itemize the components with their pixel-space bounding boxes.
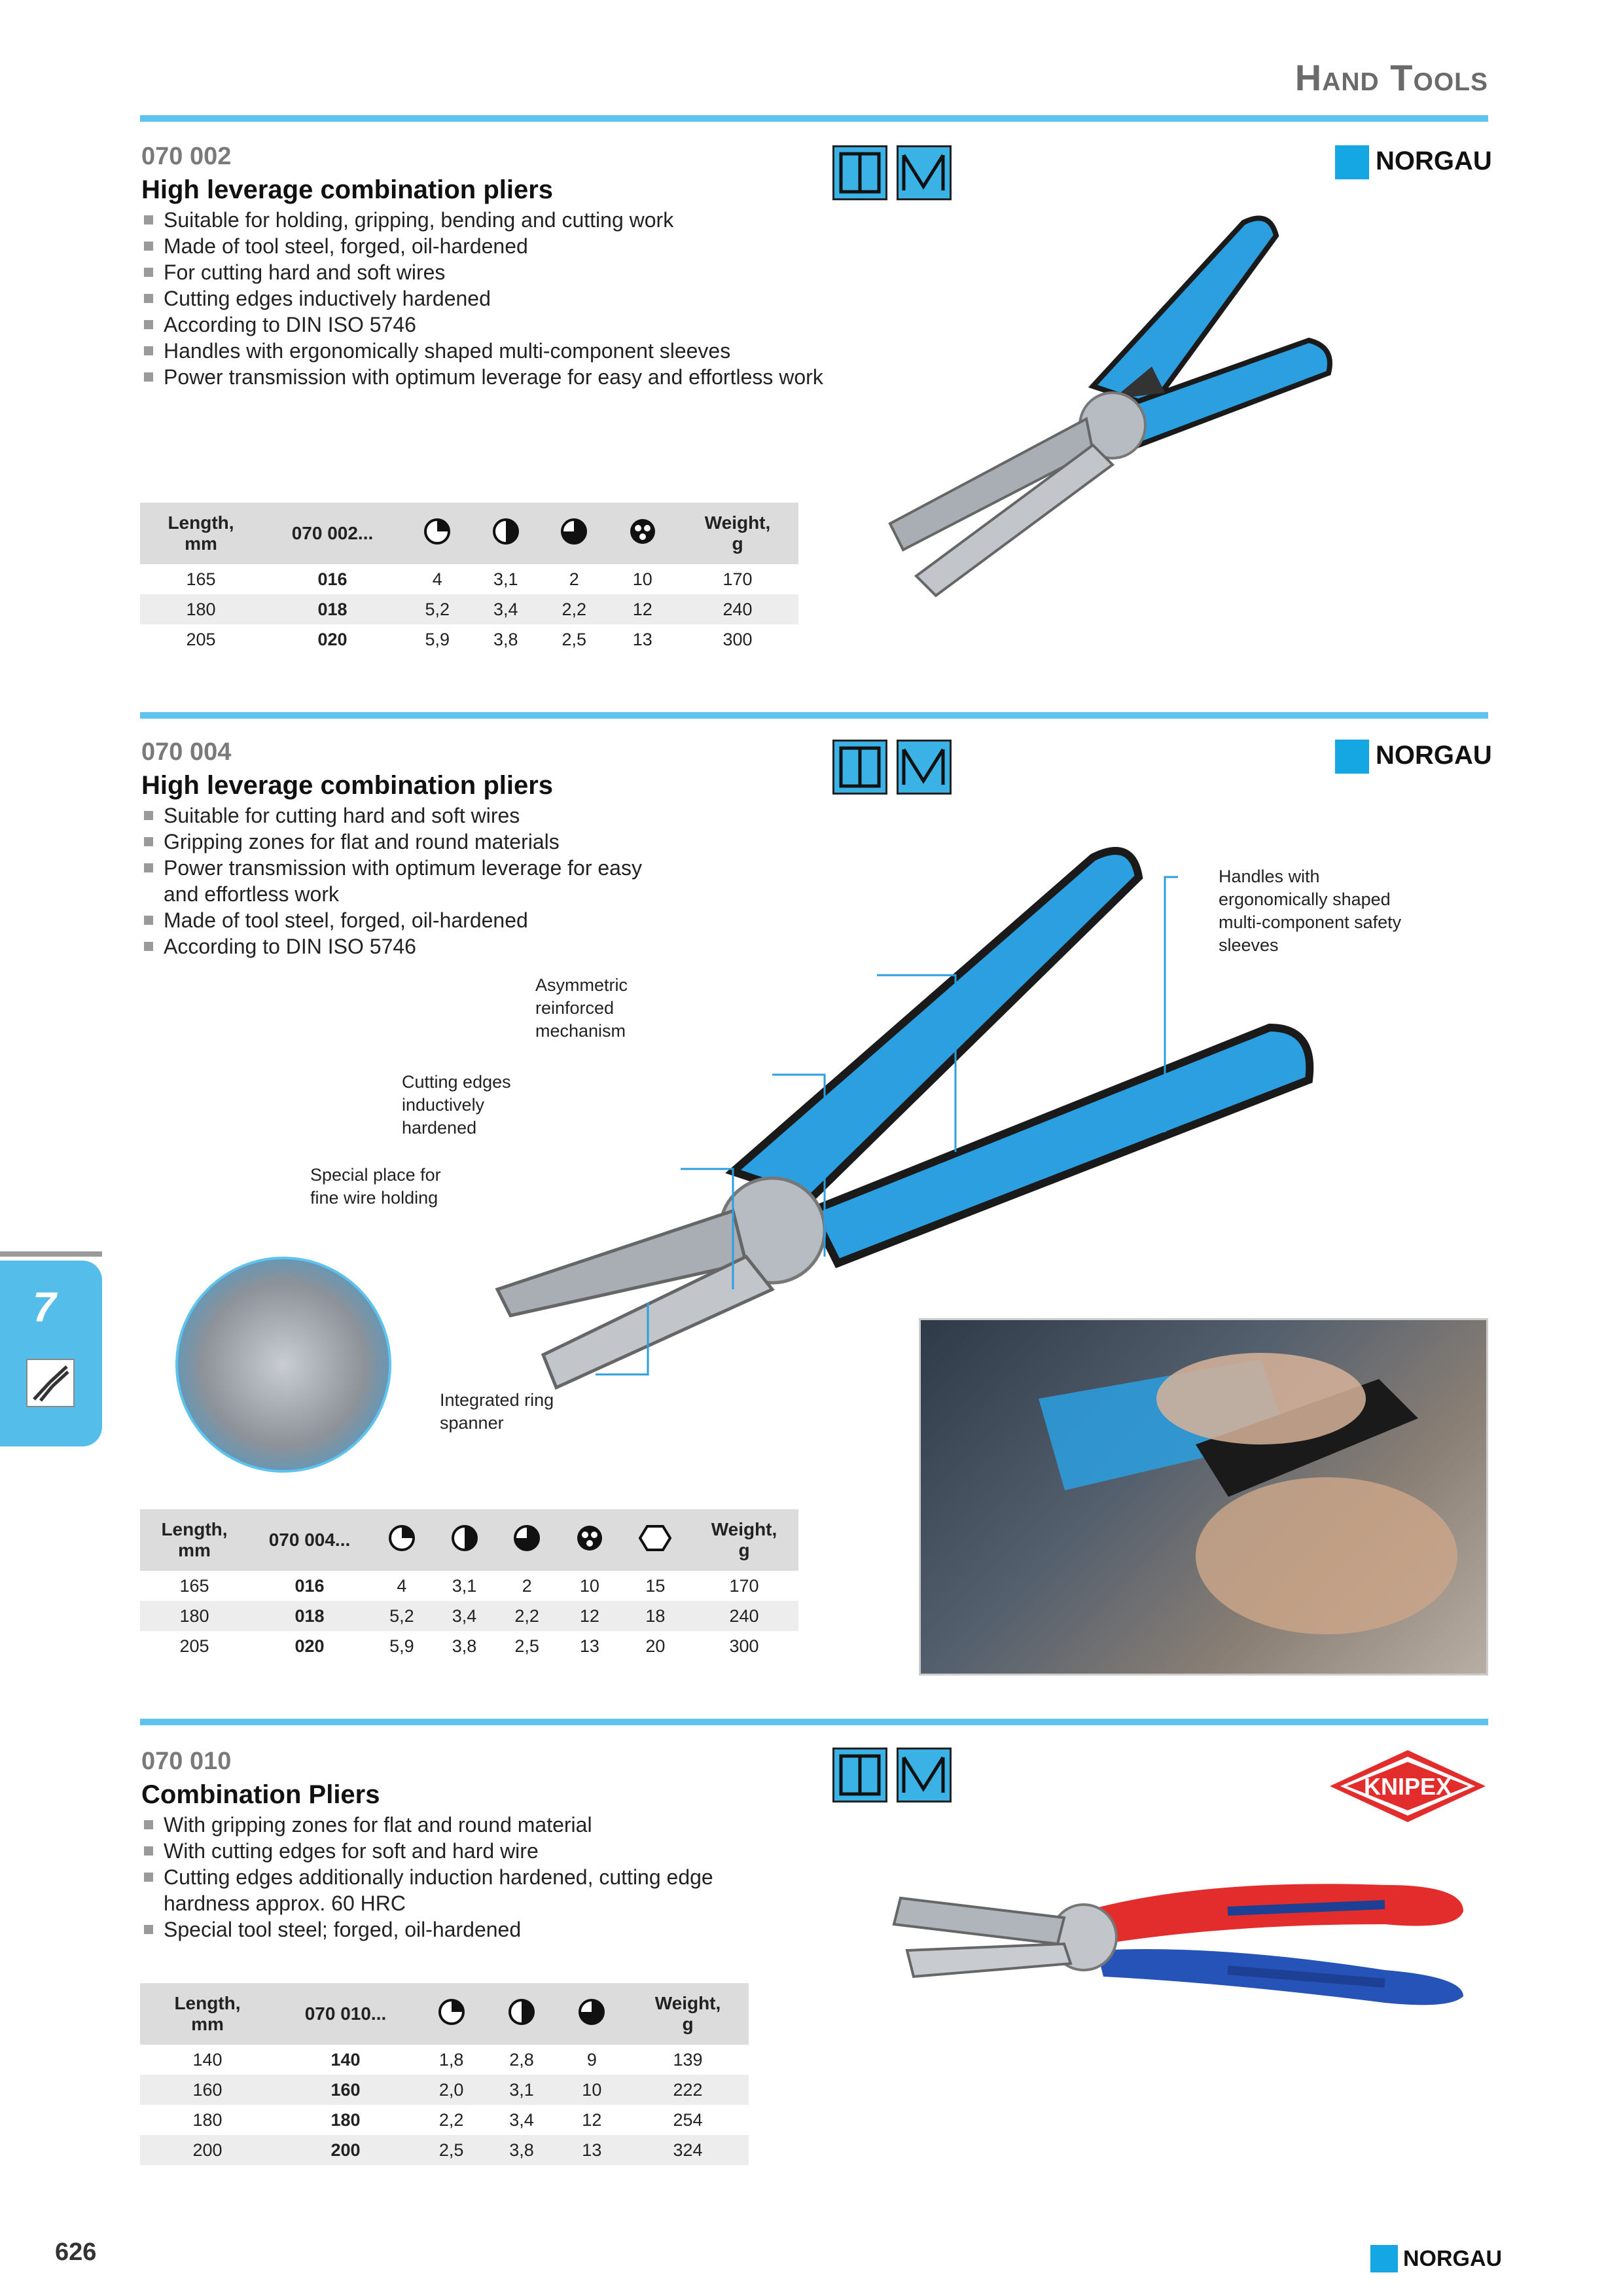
cell: 140 bbox=[330, 2049, 361, 2070]
cell: 160 bbox=[140, 2075, 275, 2105]
quarter-circle-icon bbox=[423, 517, 452, 546]
cell: 10 bbox=[632, 569, 652, 589]
cell: 5,2 bbox=[370, 1601, 433, 1631]
spec-table bbox=[140, 503, 798, 655]
brand-square-icon bbox=[1370, 2245, 1398, 2272]
feature-item: With cutting edges for soft and hard wire bbox=[141, 1838, 757, 1864]
cell: 3,1 bbox=[452, 1575, 477, 1596]
cell: 3,4 bbox=[433, 1601, 496, 1631]
half-circle-icon bbox=[507, 1998, 536, 2026]
pliers-image bbox=[484, 831, 1335, 1394]
cutting-symbol-icon bbox=[897, 145, 952, 200]
col-length: Length, mm bbox=[140, 1983, 275, 2045]
callout-special: Special place for fine wire holding bbox=[310, 1165, 441, 1208]
feature-item: Suitable for cutting hard and soft wires bbox=[141, 802, 665, 829]
callout-handles: Handles with ergonomically shaped multi-component safety sleeves bbox=[1219, 867, 1402, 955]
cell: 5,2 bbox=[403, 594, 472, 624]
cell: 139 bbox=[673, 2049, 703, 2070]
feature-item: Made of tool steel, forged, oil-hardened bbox=[141, 907, 665, 933]
col-size-c bbox=[540, 503, 609, 564]
cell: 324 bbox=[627, 2135, 749, 2165]
cell: 20 bbox=[645, 1636, 666, 1656]
cell: 160 bbox=[275, 2075, 416, 2105]
cell: 2,2 bbox=[540, 594, 609, 624]
cell: 170 bbox=[729, 1575, 759, 1596]
table-row bbox=[140, 624, 798, 655]
cell: 254 bbox=[673, 2109, 703, 2130]
footer-brand: NORGAU bbox=[1403, 2246, 1503, 2271]
cell: 180 bbox=[192, 2109, 223, 2130]
cell: 180 bbox=[140, 1601, 249, 1631]
product-title: Combination Pliers bbox=[141, 1780, 380, 1809]
col-size-b bbox=[472, 503, 541, 564]
cell: 170 bbox=[722, 569, 753, 589]
knipex-logo-text: KNIPEX bbox=[1363, 1773, 1452, 1800]
cell: 5,9 bbox=[425, 629, 450, 649]
cell: 3,4 bbox=[472, 594, 541, 624]
cell: 018 bbox=[262, 594, 403, 624]
feature-item: With gripping zones for flat and round material bbox=[141, 1812, 757, 1838]
product-code: 070 002 bbox=[141, 143, 232, 170]
cell: 13 bbox=[632, 629, 652, 649]
three-quarter-circle-icon bbox=[577, 1998, 606, 2026]
cabinet-symbol-icon bbox=[832, 740, 887, 795]
cell: 4 bbox=[432, 569, 442, 589]
table-row bbox=[140, 1631, 798, 1661]
spec-table bbox=[140, 1983, 749, 2165]
cell: 300 bbox=[722, 629, 753, 649]
cell: 300 bbox=[729, 1636, 759, 1656]
brand-square-icon bbox=[1335, 740, 1369, 774]
table-row bbox=[140, 2105, 749, 2135]
col-size-e bbox=[621, 1509, 690, 1571]
col-weight: Weight, g bbox=[677, 503, 798, 564]
callout-edges: Cutting edges inductively hardened bbox=[402, 1072, 511, 1138]
cell: 13 bbox=[557, 2135, 627, 2165]
side-tab-rule bbox=[0, 1251, 102, 1257]
cell: 10 bbox=[557, 2075, 627, 2105]
col-size-c bbox=[495, 1509, 558, 1571]
callout-spanner: Integrated ring spanner bbox=[440, 1390, 554, 1433]
quarter-circle-icon bbox=[437, 1998, 466, 2026]
chapter-number: 7 bbox=[33, 1283, 56, 1331]
cell: 016 bbox=[294, 1575, 325, 1596]
table-row bbox=[140, 1601, 798, 1631]
col-weight: Weight, g bbox=[690, 1509, 798, 1571]
half-circle-icon bbox=[491, 517, 520, 546]
wire-strand-icon bbox=[628, 517, 657, 546]
table-row bbox=[140, 594, 798, 624]
pliers-category-icon bbox=[26, 1359, 75, 1407]
cell: 020 bbox=[317, 629, 348, 649]
cell: 2,2 bbox=[495, 1601, 558, 1631]
product-title: High leverage combination pliers bbox=[141, 175, 554, 204]
cell: 13 bbox=[579, 1636, 599, 1656]
cell: 2,8 bbox=[509, 2049, 534, 2070]
cell: 10 bbox=[579, 1575, 599, 1596]
cell: 2,5 bbox=[416, 2135, 486, 2165]
cell: 016 bbox=[317, 569, 348, 589]
cabinet-symbol-icon bbox=[832, 1748, 887, 1803]
cell: 222 bbox=[627, 2075, 749, 2105]
cell: 5,9 bbox=[389, 1636, 414, 1656]
half-circle-icon bbox=[450, 1524, 479, 1552]
cell: 180 bbox=[330, 2109, 361, 2130]
section-divider bbox=[140, 1719, 1488, 1725]
cell: 3,1 bbox=[493, 569, 518, 589]
cell: 3,8 bbox=[493, 629, 518, 649]
cell: 1,8 bbox=[438, 2049, 464, 2070]
cell: 205 bbox=[186, 629, 216, 649]
cell: 018 bbox=[249, 1601, 370, 1631]
table-row bbox=[140, 2135, 749, 2165]
col-weight: Weight, g bbox=[627, 1983, 749, 2045]
col-size-b bbox=[433, 1509, 496, 1571]
feature-item: Made of tool steel, forged, oil-hardened bbox=[141, 233, 823, 259]
cell: 2 bbox=[522, 1575, 532, 1596]
cell: 18 bbox=[621, 1601, 690, 1631]
cell: 140 bbox=[192, 2049, 223, 2070]
col-code: 070 010... bbox=[275, 1983, 416, 2045]
table-row bbox=[140, 2075, 749, 2105]
cell: 2 bbox=[569, 569, 579, 589]
col-code: 070 004... bbox=[249, 1509, 370, 1571]
feature-item: According to DIN ISO 5746 bbox=[141, 312, 823, 338]
callout-mechanism: Asymmetric reinforced mechanism bbox=[535, 975, 628, 1041]
col-size-d bbox=[609, 503, 677, 564]
col-size-a bbox=[416, 1983, 486, 2045]
cell: 165 bbox=[179, 1575, 209, 1596]
brand-square-icon bbox=[1335, 145, 1369, 179]
three-quarter-circle-icon bbox=[560, 517, 588, 546]
cell: 2,5 bbox=[514, 1636, 539, 1656]
feature-item: Power transmission with optimum leverage for easy and effortless work bbox=[141, 855, 665, 907]
col-code: 070 002... bbox=[262, 503, 403, 564]
table-row bbox=[140, 564, 798, 594]
pliers-image bbox=[887, 1839, 1489, 2009]
feature-item: According to DIN ISO 5746 bbox=[141, 933, 665, 960]
spec-table bbox=[140, 1509, 798, 1661]
feature-item: Suitable for holding, gripping, bending and cutting work bbox=[141, 207, 823, 233]
hexagon-icon bbox=[639, 1524, 671, 1552]
pliers-image bbox=[877, 209, 1348, 602]
cell: 200 bbox=[275, 2135, 416, 2165]
cell: 3,8 bbox=[486, 2135, 556, 2165]
cell: 2,2 bbox=[438, 2109, 464, 2130]
feature-item: Cutting edges additionally induction hardened, cutting edge hardness approx. 60 HRC bbox=[141, 1864, 757, 1916]
col-size-b bbox=[486, 1983, 556, 2045]
product-title: High leverage combination pliers bbox=[141, 771, 554, 800]
product-code: 070 004 bbox=[141, 738, 232, 766]
cutting-symbol-icon bbox=[897, 1748, 952, 1803]
table-row bbox=[140, 1571, 798, 1601]
cell: 12 bbox=[558, 1601, 621, 1631]
cell: 2,5 bbox=[562, 629, 587, 649]
col-length: Length, mm bbox=[140, 503, 262, 564]
quarter-circle-icon bbox=[387, 1524, 416, 1552]
page-header-title: Hand Tools bbox=[1294, 57, 1488, 98]
cell: 12 bbox=[582, 2109, 602, 2130]
cell: 12 bbox=[609, 594, 677, 624]
col-size-a bbox=[403, 503, 472, 564]
cell: 15 bbox=[645, 1575, 666, 1596]
cutting-symbol-icon bbox=[897, 740, 952, 795]
cell: 200 bbox=[140, 2135, 275, 2165]
section-divider bbox=[140, 115, 1488, 122]
cell: 3,1 bbox=[486, 2075, 556, 2105]
cell: 240 bbox=[677, 594, 798, 624]
wire-strand-icon bbox=[575, 1524, 604, 1552]
col-size-d bbox=[558, 1509, 621, 1571]
feature-item: Gripping zones for flat and round materials bbox=[141, 829, 665, 855]
cell: 3,8 bbox=[452, 1636, 477, 1656]
knipex-logo bbox=[1327, 1748, 1488, 1825]
cell: 205 bbox=[179, 1636, 209, 1656]
col-size-c bbox=[557, 1983, 627, 2045]
col-length: Length, mm bbox=[140, 1509, 249, 1571]
col-size-a bbox=[370, 1509, 433, 1571]
usage-photo bbox=[919, 1318, 1488, 1676]
detail-zoom-image bbox=[175, 1257, 391, 1473]
table-row bbox=[140, 2045, 749, 2075]
feature-list bbox=[141, 1812, 757, 1943]
section-divider bbox=[140, 712, 1488, 719]
feature-list bbox=[141, 207, 823, 390]
cell: 2,0 bbox=[416, 2075, 486, 2105]
cell: 4 bbox=[397, 1575, 407, 1596]
brand-name: NORGAU bbox=[1376, 147, 1492, 175]
feature-item: For cutting hard and soft wires bbox=[141, 259, 823, 285]
cell: 165 bbox=[186, 569, 216, 589]
feature-item: Handles with ergonomically shaped multi-component sleeves bbox=[141, 338, 823, 364]
feature-item: Special tool steel; forged, oil-hardened bbox=[141, 1916, 757, 1943]
three-quarter-circle-icon bbox=[512, 1524, 541, 1552]
feature-item: Cutting edges inductively hardened bbox=[141, 285, 823, 312]
cabinet-symbol-icon bbox=[832, 145, 887, 200]
cell: 180 bbox=[140, 594, 262, 624]
brand-name: NORGAU bbox=[1376, 741, 1492, 770]
product-code: 070 010 bbox=[141, 1748, 232, 1775]
cell: 9 bbox=[586, 2049, 597, 2070]
page-number: 626 bbox=[55, 2238, 97, 2266]
cell: 020 bbox=[294, 1636, 325, 1656]
feature-item: Power transmission with optimum leverage for easy and effortless work bbox=[141, 364, 823, 390]
cell: 240 bbox=[690, 1601, 798, 1631]
cell: 3,4 bbox=[509, 2109, 534, 2130]
